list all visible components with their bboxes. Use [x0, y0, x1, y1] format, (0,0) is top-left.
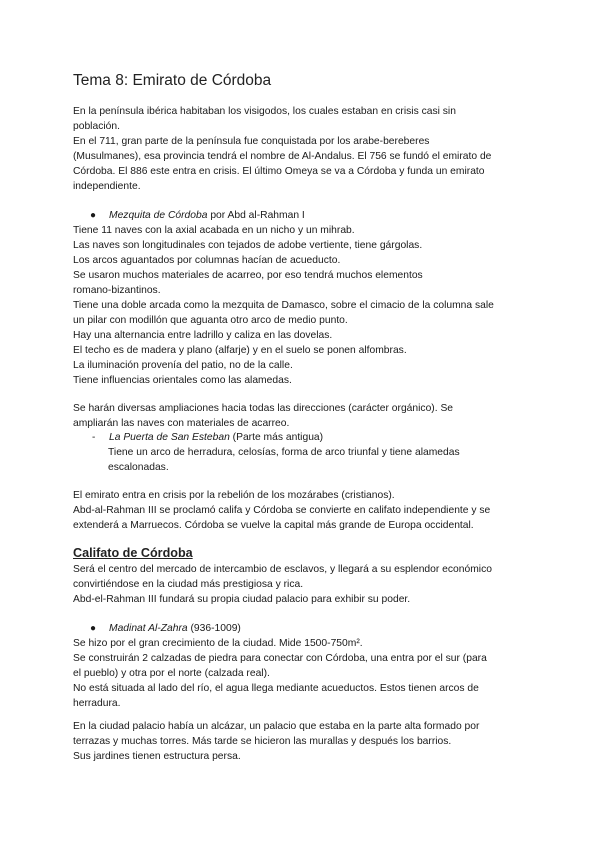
crisis-line: extenderá a Marruecos. Córdoba se vuelve la capital más grande de Europa occidental. — [73, 520, 474, 531]
intro-line: población. — [73, 121, 120, 132]
mezquita-name: Mezquita de Córdoba — [109, 210, 208, 221]
puerta-name: La Puerta de San Esteban — [109, 432, 230, 443]
mezquita-line: Se usaron muchos materiales de acarreo, por eso tendrá muchos elementos — [73, 270, 423, 281]
mezquita-line: romano-bizantinos. — [73, 285, 161, 296]
intro-line: En la península ibérica habitaban los visigodos, los cuales estaban en crisis casi sin — [73, 106, 456, 117]
puerta-note: (Parte más antigua) — [229, 432, 324, 443]
palacio-line: Sus jardines tienen estructura persa. — [73, 751, 241, 762]
califato-heading: Califato de Córdoba — [73, 546, 193, 560]
madinat-line: el pueblo) y otra por el norte (calzada real). — [73, 668, 270, 679]
madinat-line: No está situada al lado del río, el agua llega mediante acueductos. Estos tienen arcos de — [73, 683, 479, 694]
intro-line: (Musulmanes), esa provincia tendrá el nombre de Al-Andalus. El 756 se fundó el emirato de — [73, 151, 492, 162]
dash-icon: - — [92, 432, 96, 443]
intro-line: En el 711, gran parte de la península fue conquistada por los arabe-bereberes — [73, 136, 430, 147]
bullet-icon: ● — [90, 623, 97, 634]
califato-line: convirtiéndose en la ciudad más prestigiosa y rica. — [73, 579, 304, 590]
intro-line: independiente. — [73, 181, 141, 192]
mezquita-line: Las naves son longitudinales con tejados de adobe vertiente, tiene gárgolas. — [73, 240, 423, 251]
califato-line: Abd-el-Rahman III fundará su propia ciudad palacio para exhibir su poder. — [73, 594, 411, 605]
califato-line: Será el centro del mercado de intercambio de esclavos, y llegará a su esplendor económico — [73, 564, 492, 575]
intro-line: Córdoba. El 886 este entra en crisis. El último Omeya se va a Córdoba y funda un emirato — [73, 166, 485, 177]
mezquita-line: Hay una alternancia entre ladrillo y caliza en las dovelas. — [73, 330, 333, 341]
crisis-line: El emirato entra en crisis por la rebelión de los mozárabes (cristianos). — [73, 490, 395, 501]
mezquita-line: La iluminación provenía del patio, no de la calle. — [73, 360, 293, 371]
madinat-line: herradura. — [73, 698, 121, 709]
mezquita-line: Tiene una doble arcada como la mezquita de Damasco, sobre el cimacio de la columna sale — [73, 300, 494, 311]
puerta-line: Tiene un arco de herradura, celosías, forma de arco triunfal y tiene alamedas — [108, 447, 460, 458]
madinat-line: Se hizo por el gran crecimiento de la ciudad. Mide 1500-750m². — [73, 638, 363, 649]
mezquita-line: Tiene 11 naves con la axial acabada en un nicho y un mihrab. — [73, 225, 355, 236]
ampliaciones-line: ampliarán las naves con materiales de acarreo. — [73, 418, 290, 429]
madinat-line: Se construirán 2 calzadas de piedra para conectar con Córdoba, una entra por el sur (para — [73, 653, 487, 664]
mezquita-line: Tiene influencias orientales como las alamedas. — [73, 375, 292, 386]
palacio-line: En la ciudad palacio había un alcázar, un palacio que estaba en la parte alta formado por — [73, 721, 480, 732]
madinat-name: Madinat Al-Zahra — [109, 623, 188, 634]
mezquita-line: Los arcos aguantados por columnas hacían de acueducto. — [73, 255, 341, 266]
mezquita-line: un pilar con modillón que aguanta otro arco de medio punto. — [73, 315, 348, 326]
ampliaciones-line: Se harán diversas ampliaciones hacia todas las direcciones (carácter orgánico). Se — [73, 403, 454, 414]
madinat-dates: (936-1009) — [187, 623, 241, 634]
crisis-line: Abd-al-Rahman III se proclamó califa y Córdoba se convierte en califato independiente y se — [73, 505, 491, 516]
bullet-icon: ● — [90, 210, 97, 221]
puerta-line: escalonadas. — [108, 462, 169, 473]
page-title: Tema 8: Emirato de Córdoba — [73, 72, 272, 89]
mezquita-author: por Abd al-Rahman I — [207, 210, 305, 221]
mezquita-line: El techo es de madera y plano (alfarje) y en el suelo se ponen alfombras. — [73, 345, 407, 356]
palacio-line: terrazas y muchas torres. Más tarde se hicieron las murallas y después los barrios. — [73, 736, 452, 747]
puerta-heading — [109, 430, 323, 445]
mezquita-heading — [109, 208, 305, 223]
madinat-heading — [109, 621, 241, 636]
